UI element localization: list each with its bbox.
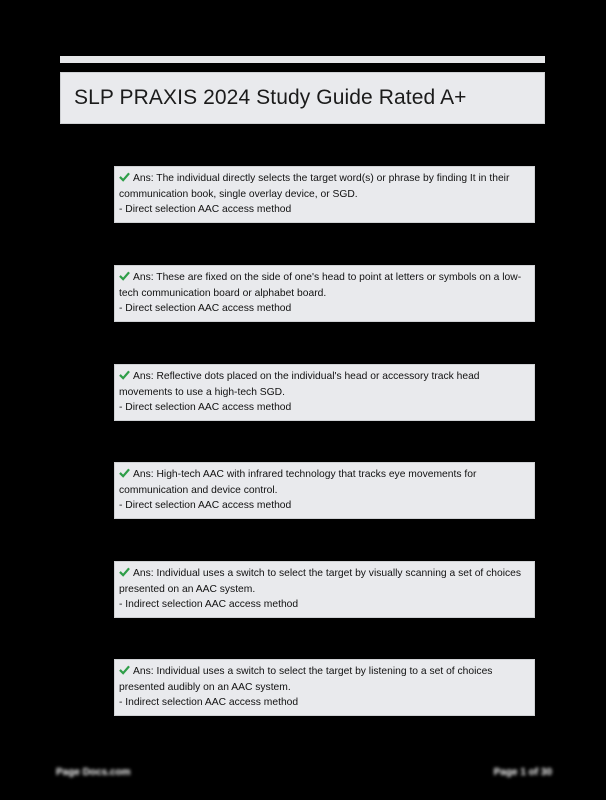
title-box — [60, 72, 545, 124]
answer-text-row — [119, 369, 530, 400]
answer-card-3 — [114, 364, 535, 421]
answer-text: Ans: Individual uses a switch to select the target by visually scanning a set of choices presented on an AAC system. — [119, 568, 522, 595]
answer-card-2 — [114, 265, 535, 322]
answer-term: - Direct selection AAC access method — [119, 303, 292, 314]
answer-card-6 — [114, 659, 535, 716]
answer-text: Ans: Reflective dots placed on the individual's head or accessory track head movements to use a high-tech SGD. — [119, 371, 480, 398]
footer-site-text: Page Docs.com — [56, 767, 131, 778]
answer-text-row — [119, 467, 530, 498]
checkmark-icon — [119, 566, 130, 577]
checkmark-icon — [119, 171, 130, 182]
answer-term: - Indirect selection AAC access method — [119, 697, 299, 708]
header-rule — [60, 56, 545, 63]
answer-text: Ans: These are fixed on the side of one's head to point at letters or symbols on a low-tech communication board or alphabet board. — [119, 272, 522, 299]
answer-term: - Direct selection AAC access method — [119, 204, 292, 215]
answer-text: Ans: The individual directly selects the target word(s) or phrase by finding It in their communication book, single overlay device, or SGD. — [119, 173, 510, 200]
answer-term: - Direct selection AAC access method — [119, 500, 292, 511]
checkmark-icon — [119, 664, 130, 675]
answer-text: Ans: Individual uses a switch to select the target by listening to a set of choices presented audibly on an AAC system. — [119, 666, 493, 693]
footer-page-number: Page 1 of 30 — [493, 767, 552, 778]
answer-card-1 — [114, 166, 535, 223]
answer-text-row — [119, 171, 530, 202]
checkmark-icon — [119, 270, 130, 281]
answer-card-5 — [114, 561, 535, 618]
answer-text-row — [119, 664, 530, 695]
answer-text: Ans: High-tech AAC with infrared technology that tracks eye movements for communication and device control. — [119, 469, 477, 496]
checkmark-icon — [119, 467, 130, 478]
answer-text-row — [119, 566, 530, 597]
answer-card-4 — [114, 462, 535, 519]
answer-text-row — [119, 270, 530, 301]
page-title: SLP PRAXIS 2024 Study Guide Rated A+ — [74, 86, 467, 109]
answer-term: - Direct selection AAC access method — [119, 402, 292, 413]
checkmark-icon — [119, 369, 130, 380]
answer-term: - Indirect selection AAC access method — [119, 599, 299, 610]
